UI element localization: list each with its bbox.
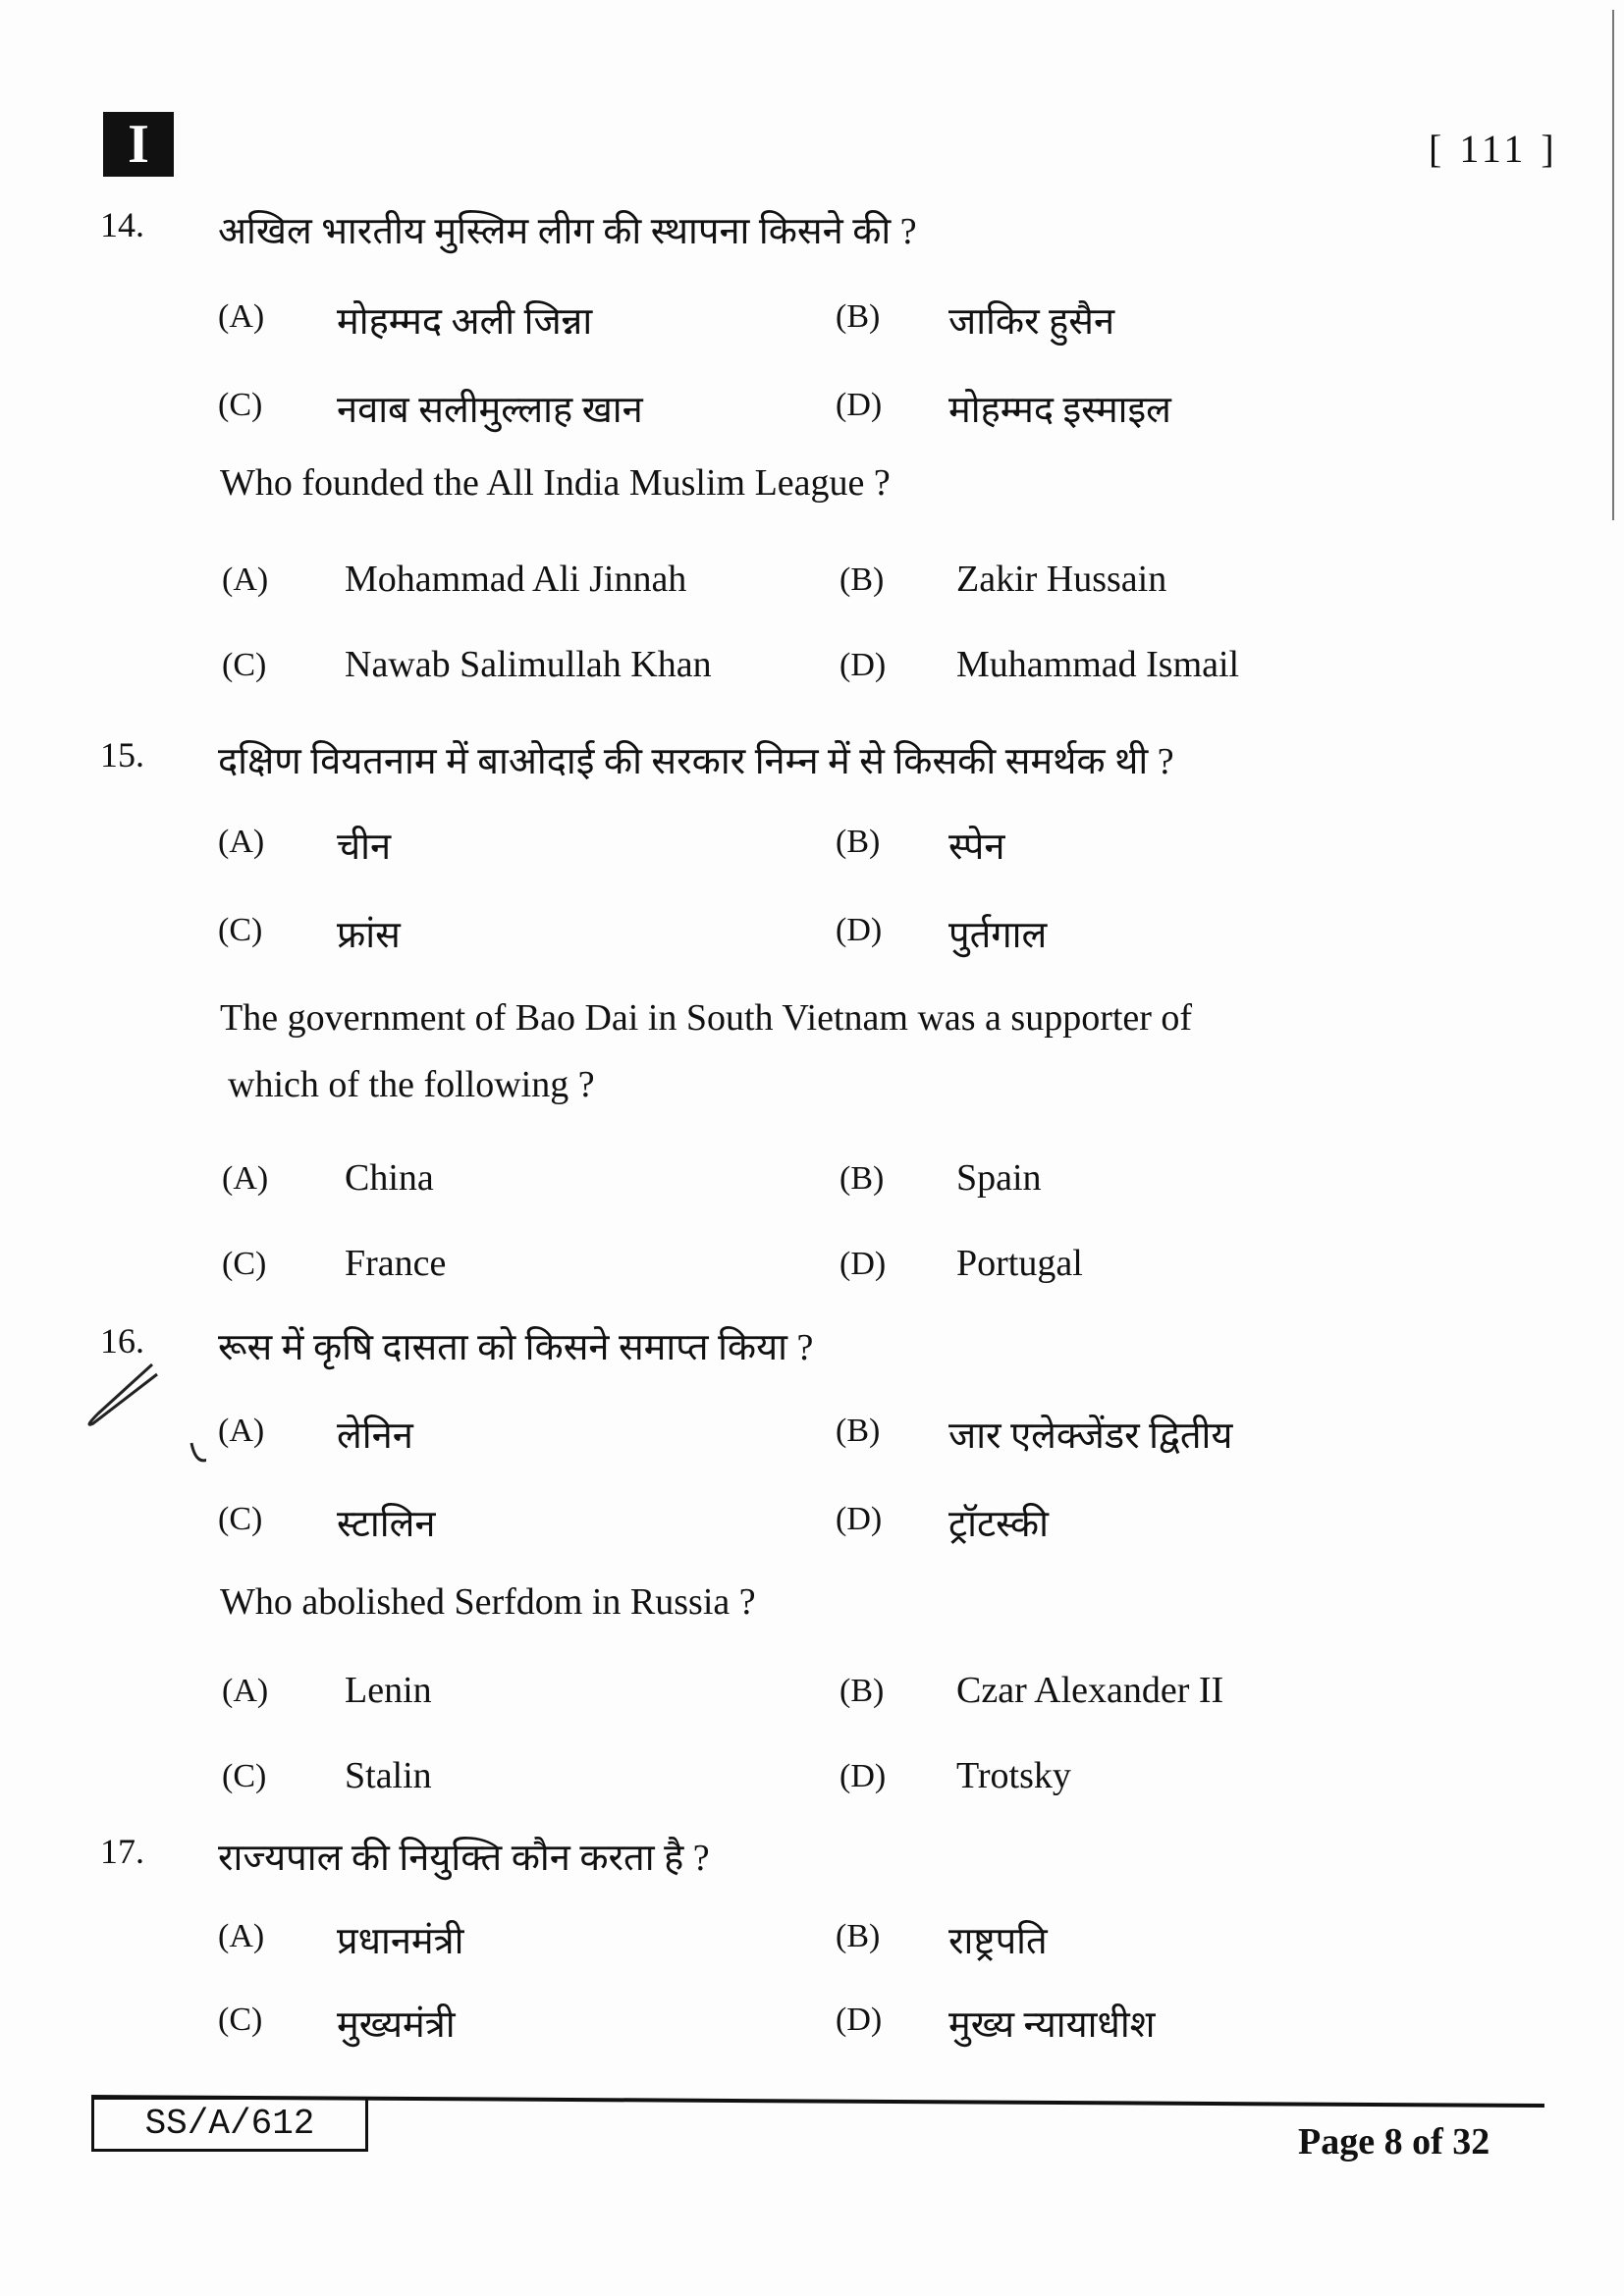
question-text-english-line2: which of the following ? xyxy=(228,1064,595,1105)
option-text-english: China xyxy=(345,1157,434,1199)
option-text-english: Lenin xyxy=(345,1670,432,1711)
option-label: (C) xyxy=(218,912,263,948)
question-text-english: Who abolished Serfdom in Russia ? xyxy=(220,1581,756,1623)
option-label: (D) xyxy=(836,1501,883,1537)
option-text-english: Muhammad Ismail xyxy=(956,644,1240,685)
question-number: 17. xyxy=(100,1832,144,1871)
option-label: (A) xyxy=(218,824,265,860)
option-text-hindi: नवाब सलीमुल्लाह खान xyxy=(337,390,643,431)
option-text-hindi: स्टालिन xyxy=(337,1504,436,1545)
option-label: (A) xyxy=(222,561,269,598)
question-text-hindi: अखिल भारतीय मुस्लिम लीग की स्थापना किसने की ? xyxy=(218,211,917,252)
option-text-english: Zakir Hussain xyxy=(956,559,1167,600)
question-text-hindi: दक्षिण वियतनाम में बाओदाई की सरकार निम्न में से किसकी समर्थक थी ? xyxy=(218,741,1174,782)
option-text-english: Stalin xyxy=(345,1755,432,1796)
option-label: (D) xyxy=(839,1246,887,1282)
option-label: (B) xyxy=(836,1918,881,1954)
set-badge: I xyxy=(103,112,174,177)
option-label: (D) xyxy=(836,2002,883,2038)
option-label: (C) xyxy=(218,2002,263,2038)
option-label: (B) xyxy=(839,561,885,598)
option-text-hindi: जाकिर हुसैन xyxy=(948,301,1115,343)
option-label: (A) xyxy=(218,1918,265,1954)
option-label: (C) xyxy=(222,1246,267,1282)
question-text-english: The government of Bao Dai in South Vietnam was a supporter of xyxy=(220,997,1193,1039)
option-text-hindi: स्पेन xyxy=(948,827,1005,868)
option-label: (D) xyxy=(839,1758,887,1794)
option-label: (A) xyxy=(222,1160,269,1197)
question-number: 16. xyxy=(100,1321,144,1361)
option-label: (D) xyxy=(836,387,883,423)
option-text-english: Portugal xyxy=(956,1243,1083,1284)
handwritten-tick-mark xyxy=(79,1345,206,1482)
paper-code-box: SS/A/612 xyxy=(91,2097,368,2152)
option-text-hindi: प्रधानमंत्री xyxy=(337,1921,464,1962)
option-label: (D) xyxy=(836,912,883,948)
option-label: (B) xyxy=(836,824,881,860)
option-text-hindi: मुख्य न्यायाधीश xyxy=(948,2004,1156,2046)
option-text-english: Spain xyxy=(956,1157,1042,1199)
question-text-english: Who founded the All India Muslim League ? xyxy=(220,462,891,504)
option-text-hindi: लेनिन xyxy=(337,1415,413,1457)
option-text-hindi: मोहम्मद इस्माइल xyxy=(948,390,1171,431)
page-number: Page 8 of 32 xyxy=(1298,2121,1490,2163)
option-text-hindi: जार एलेक्जेंडर द्वितीय xyxy=(948,1415,1233,1457)
option-label: (B) xyxy=(836,1413,881,1449)
option-label: (C) xyxy=(222,1758,267,1794)
option-text-hindi: फ्रांस xyxy=(337,915,401,956)
option-label: (C) xyxy=(218,387,263,423)
option-label: (B) xyxy=(839,1673,885,1709)
option-text-english: France xyxy=(345,1243,447,1284)
option-text-hindi: मोहम्मद अली जिन्ना xyxy=(337,301,593,343)
question-number: 14. xyxy=(100,205,144,244)
question-text-hindi: राज्यपाल की नियुक्ति कौन करता है ? xyxy=(218,1838,710,1879)
option-text-hindi: राष्ट्रपति xyxy=(948,1921,1048,1962)
option-label: (A) xyxy=(222,1673,269,1709)
option-label: (A) xyxy=(218,1413,265,1449)
option-text-hindi: ट्रॉटस्की xyxy=(948,1504,1049,1545)
question-text-hindi: रूस में कृषि दासता को किसने समाप्त किया ? xyxy=(218,1327,814,1368)
option-text-english: Czar Alexander II xyxy=(956,1670,1224,1711)
option-text-english: Nawab Salimullah Khan xyxy=(345,644,712,685)
option-label: (A) xyxy=(218,298,265,335)
option-label: (B) xyxy=(839,1160,885,1197)
scan-edge-line xyxy=(1612,10,1614,520)
option-label: (C) xyxy=(222,647,267,683)
option-text-hindi: मुख्यमंत्री xyxy=(337,2004,456,2046)
option-label: (B) xyxy=(836,298,881,335)
option-label: (C) xyxy=(218,1501,263,1537)
option-text-hindi: चीन xyxy=(337,827,392,868)
paper-code-bracket: [ 111 ] xyxy=(1429,127,1558,171)
option-label: (D) xyxy=(839,647,887,683)
option-text-english: Trotsky xyxy=(956,1755,1071,1796)
question-number: 15. xyxy=(100,735,144,774)
option-text-hindi: पुर्तगाल xyxy=(948,915,1048,956)
option-text-english: Mohammad Ali Jinnah xyxy=(345,559,687,600)
